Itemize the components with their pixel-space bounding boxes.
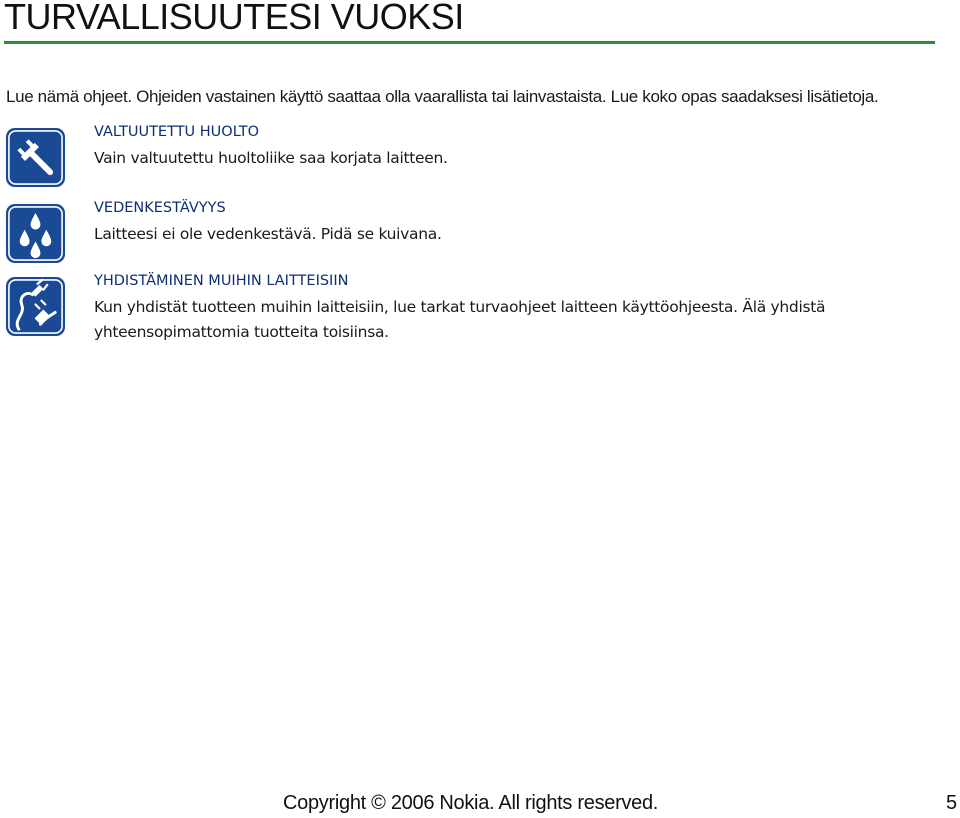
page-number: 5 (946, 792, 958, 814)
notice-body: Vain valtuutettu huoltoliike saa korjata laitteen. (94, 149, 448, 167)
water-drops-icon (4, 202, 67, 265)
wrench-icon (4, 126, 67, 189)
notice-heading: VEDENKESTÄVYYS (94, 200, 226, 216)
title-divider (4, 41, 935, 44)
notice-body: Kun yhdistät tuotteen muihin laitteisiin, lue tarkat turvaohjeet laitteen käyttöohjeesta. Älä yhdistä yhteensopimattomia tuotteita toisiinsa. (94, 298, 826, 341)
notice-body: Laitteesi ei ole vedenkestävä. Pidä se kuivana. (94, 225, 442, 243)
notice-heading: YHDISTÄMINEN MUIHIN LAITTEISIIN (94, 273, 349, 289)
footer-copyright: Copyright © 2006 Nokia. All rights reserved. (283, 792, 659, 814)
notice-heading: VALTUUTETTU HUOLTO (94, 124, 260, 140)
plug-icon (4, 275, 67, 338)
intro-text: Lue nämä ohjeet. Ohjeiden vastainen käyttö saattaa olla vaarallista tai lainvastaista. Lue koko opas saadaksesi lisätietoja. (6, 87, 879, 106)
page-title: TURVALLISUUTESI VUOKSI (4, 0, 464, 37)
